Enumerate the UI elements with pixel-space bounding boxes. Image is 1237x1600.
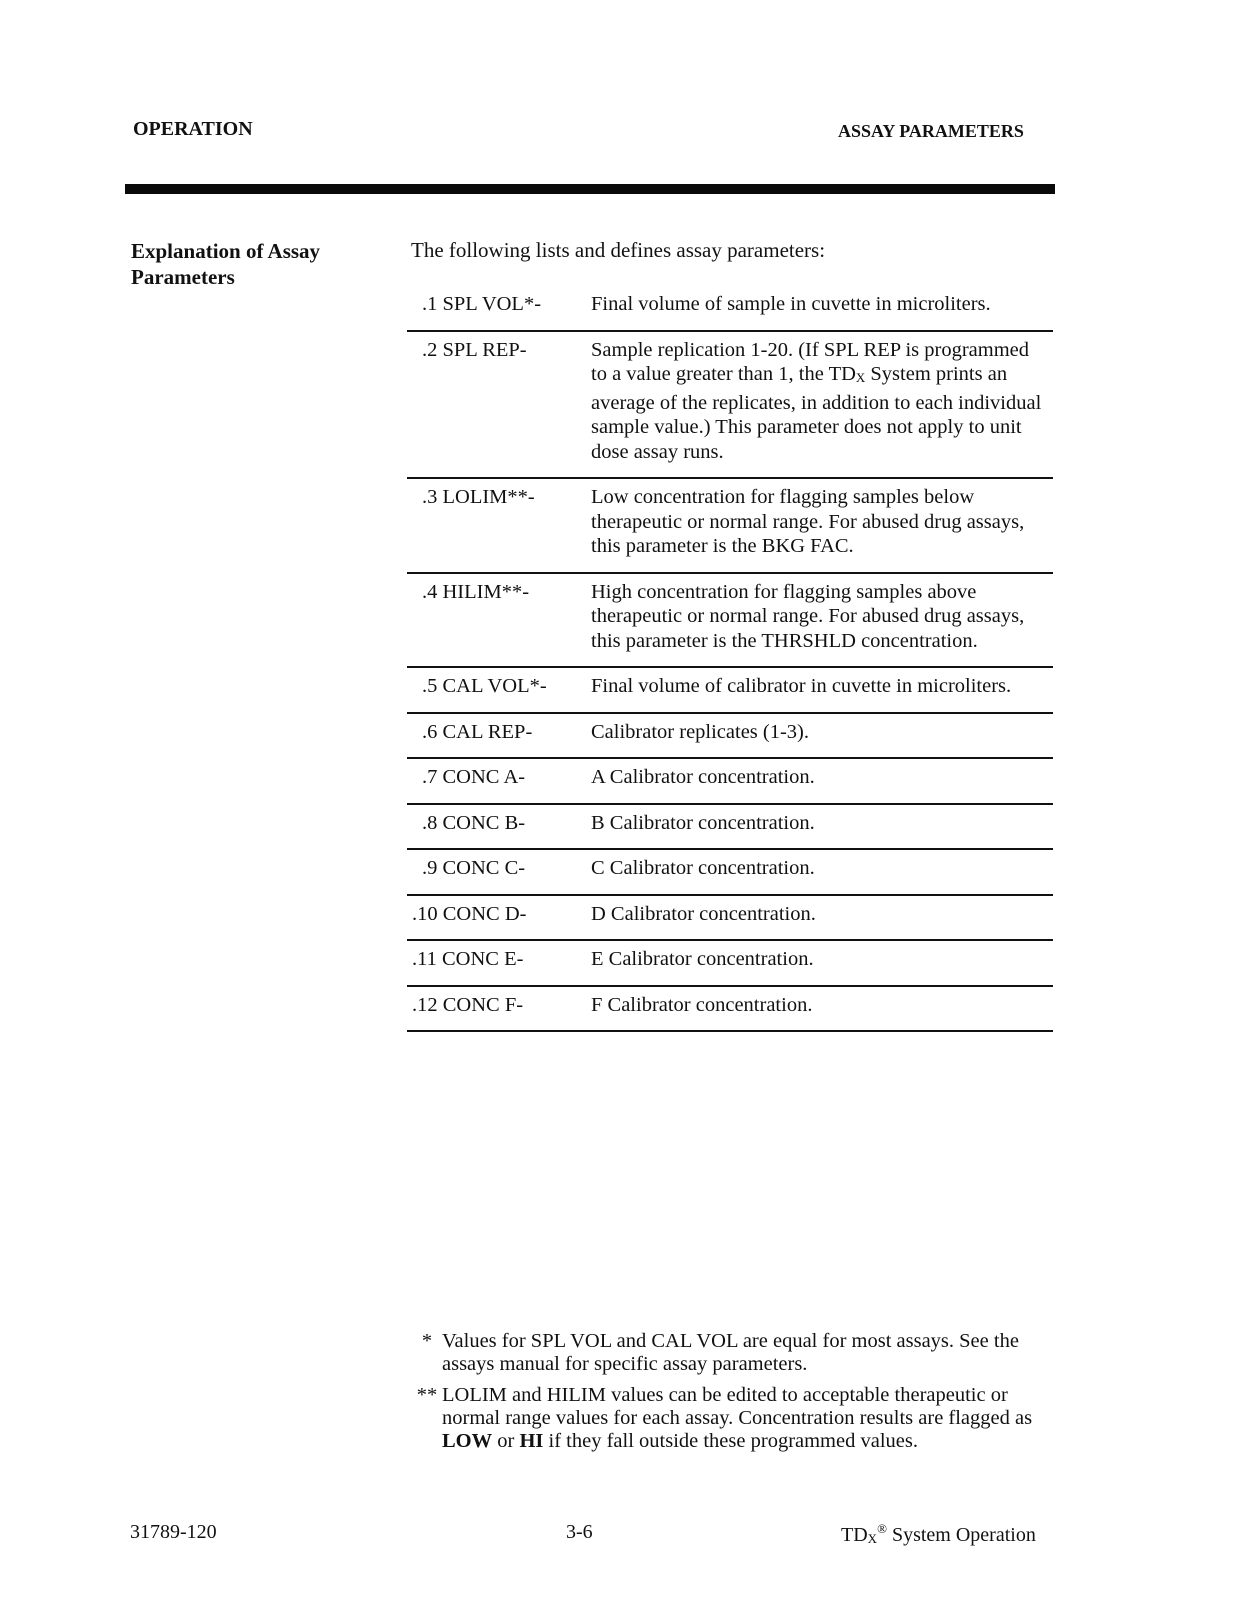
document-number: 31789-120	[130, 1521, 217, 1543]
parameter-name: .10 CONC D-	[412, 902, 527, 925]
parameter-name: .3 LOLIM**-	[422, 486, 535, 508]
brand-name: TD	[841, 1524, 868, 1546]
brand-subscript: X	[867, 1531, 878, 1546]
table-row	[407, 285, 1053, 332]
parameter-description: A Calibrator concentration.	[591, 766, 815, 788]
manual-title-text: System Operation	[886, 1524, 1036, 1546]
table-row	[407, 805, 1053, 851]
parameter-name: .12 CONC F-	[412, 993, 524, 1016]
table-row	[407, 479, 1053, 574]
parameter-description: D Calibrator concentration.	[591, 902, 816, 925]
parameter-name: .9 CONC C-	[422, 857, 526, 879]
footnote	[412, 1330, 1052, 1376]
registered-mark: ®	[877, 1521, 887, 1536]
low-flag: LOW	[442, 1430, 493, 1452]
footnote-mark: *	[421, 1330, 433, 1352]
page-number: 3-6	[566, 1521, 593, 1543]
table-row	[407, 896, 1053, 942]
brand-subscript: X	[855, 370, 866, 385]
table-row	[407, 714, 1053, 760]
parameter-table	[407, 285, 1053, 1032]
footnote	[412, 1384, 1052, 1453]
table-row	[407, 574, 1053, 669]
header-topic-title: ASSAY PARAMETERS	[838, 121, 1024, 141]
parameter-name: .11 CONC E-	[412, 948, 524, 970]
manual-title	[841, 1521, 1036, 1547]
footnote-part: or	[492, 1430, 520, 1452]
parameter-name: .5 CAL VOL*-	[422, 675, 547, 697]
header-rule	[125, 184, 1055, 194]
footnote-part: LOLIM and HILIM values can be edited to acceptable therapeutic or normal range values for each assay. Concentration results are flagged as	[442, 1384, 1033, 1429]
footnote-mark: **	[416, 1384, 438, 1406]
parameter-description: Calibrator replicates (1-3).	[591, 720, 810, 743]
description-part: Sample replication 1-20. (If SPL REP is programmed to a value greater than 1, the	[591, 338, 1030, 385]
footnote-text: Values for SPL VOL and CAL VOL are equal for most assays. See the assays manual for specific assay parameters.	[442, 1330, 1019, 1375]
parameter-description	[591, 338, 1053, 465]
intro-text: The following lists and defines assay parameters:	[411, 238, 826, 262]
parameter-description: C Calibrator concentration.	[591, 857, 815, 879]
parameter-description: Final volume of calibrator in cuvette in microliters.	[591, 675, 1012, 697]
footnote-part: if they fall outside these programmed values.	[543, 1430, 918, 1452]
table-row	[407, 332, 1053, 480]
parameter-name: .6 CAL REP-	[422, 720, 533, 743]
parameter-description: F Calibrator concentration.	[591, 993, 813, 1016]
parameter-description: Final volume of sample in cuvette in microliters.	[591, 293, 991, 315]
side-heading: Explanation of Assay Parameters	[131, 239, 321, 289]
parameter-name: .1 SPL VOL*-	[422, 293, 542, 315]
table-row	[407, 759, 1053, 805]
parameter-name: .4 HILIM**-	[422, 580, 530, 603]
parameter-description: High concentration for flagging samples above therapeutic or normal range. For abused drug assays, this parameter is the THRSHLD concentration.	[591, 580, 1025, 652]
table-row	[407, 941, 1053, 987]
hi-flag: HI	[519, 1430, 544, 1452]
description-part: System prints an average of the replicates, in addition to each individual sample value.) This parameter does not apply to unit dose assay runs.	[591, 363, 1042, 463]
parameter-name: .8 CONC B-	[422, 811, 526, 834]
header-section-title: OPERATION	[133, 118, 253, 140]
footnotes	[412, 1330, 1052, 1461]
parameter-name: .2 SPL REP-	[422, 338, 527, 361]
parameter-description: Low concentration for flagging samples below therapeutic or normal range. For abused drug assays, this parameter is the BKG FAC.	[591, 486, 1025, 557]
parameter-name: .7 CONC A-	[422, 766, 526, 788]
footnote-text	[442, 1384, 1052, 1453]
brand-name: TD	[828, 363, 856, 385]
table-row	[407, 987, 1053, 1033]
parameter-description: B Calibrator concentration.	[591, 811, 815, 834]
table-row	[407, 850, 1053, 896]
parameter-description: E Calibrator concentration.	[591, 948, 814, 970]
table-row	[407, 668, 1053, 714]
